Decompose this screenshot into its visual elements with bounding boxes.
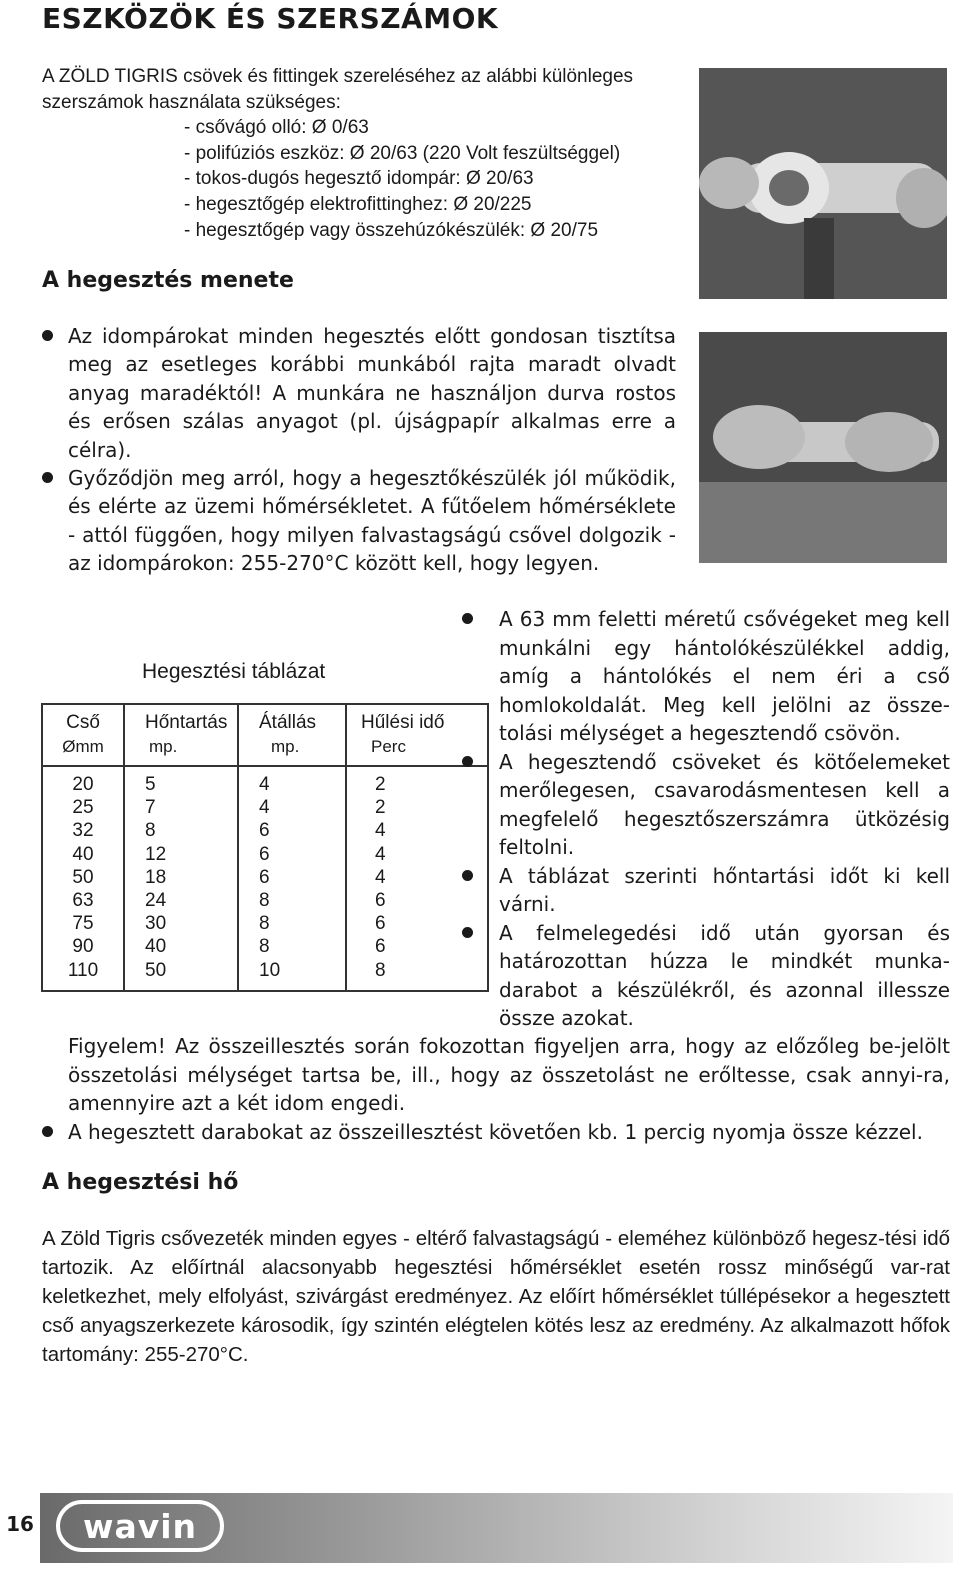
welding-heat-paragraph: A Zöld Tigris csővezeték minden egyes - eltérő falvastagságú - eleméhez különböző hegesz-tési idő tartozik. Az előírtnál alacsonyabb hegesztési hőmérséklet esetén rossz minőségű var-rat keletkezhet, mely elfolyást, szivárgást eredményez. Az előírt hőmérséklet túllépésekor a hegesztett cső anyagszerkezete károsodik, így szintén elégtelen kötés lesz az eredmény. Az alkalmazott hőfok tartomány: 255-270°C.	[42, 1227, 950, 1366]
table-cell: 32	[42, 819, 124, 842]
bullet-item: Győződjön meg arról, hogy a hegesztőkészülék jól működik, és elérte az üzemi hőmérsékletet. A fűtőelem hőmérséklete - attól függően, hogy milyen falvastagságú csővel dolgozik - az idompárokon: 255-270°C között kell, hogy legyen.	[42, 464, 676, 578]
final-bullet-list	[42, 1118, 952, 1147]
table-cell: 50	[124, 959, 238, 991]
table-row	[42, 796, 488, 819]
table-cell: 2	[346, 766, 488, 796]
table-cell: 6	[346, 889, 488, 912]
pipe-joining-photo	[699, 332, 947, 563]
table-row	[42, 843, 488, 866]
welding-table	[41, 703, 489, 992]
table-cell: 6	[238, 843, 346, 866]
attention-note: Figyelem! Az összeillesztés során fokozottan figyeljen arra, hogy az előzőleg be-jelölt összetolási mélységet tartsa be, ill., hogy az összetolást ne erőltesse, csak annyi-ra, amennyire azt a két idom engedi.	[68, 1034, 950, 1115]
table-cell: 6	[238, 819, 346, 842]
table-cell: 4	[346, 843, 488, 866]
table-cell: 75	[42, 912, 124, 935]
page-number: 16	[6, 1512, 34, 1536]
table-cell: 6	[346, 912, 488, 935]
table-cell: 25	[42, 796, 124, 819]
bullet-item: A táblázat szerinti hőntartási időt ki kell várni.	[462, 862, 950, 919]
table-cell: 63	[42, 889, 124, 912]
bullet-item: A hegesztendő csöveket és kötőelemeket merőlegesen, csavarodásmentesen kell a megfelelő hegesztőszerszámra ütközésig feltolni.	[462, 748, 950, 862]
table-row	[42, 935, 488, 958]
tool-item: - csővágó olló: Ø 0/63	[184, 117, 369, 139]
tool-item: - hegesztőgép elektrofittinghez: Ø 20/225	[184, 193, 532, 215]
header-heating: Hőntartás mp.	[124, 704, 238, 766]
table-cell: 30	[124, 912, 238, 935]
bullet-item: A hegesztett darabokat az összeillesztést követően kb. 1 percig nyomja össze kézzel.	[42, 1118, 952, 1147]
intro-block	[42, 64, 692, 243]
table-row	[42, 866, 488, 889]
table-cell: 40	[42, 843, 124, 866]
bullet-item: Az idompárokat minden hegesztés előtt gondosan tisztítsa meg az esetleges korábbi munkából rajta maradt olvadt anyag maradéktól! A munkára ne használjon durva rostos és erősen szálas anyagot (pl. újságpapír alkalmas erre a célra).	[42, 322, 676, 464]
table-cell: 50	[42, 866, 124, 889]
table-cell: 6	[238, 866, 346, 889]
table-cell: 8	[238, 889, 346, 912]
tool-item: - tokos-dugós hegesztő idompár: Ø 20/63	[184, 168, 534, 190]
table-cell: 7	[124, 796, 238, 819]
table-title: Hegesztési táblázat	[142, 660, 326, 683]
table-header-row	[42, 704, 488, 766]
tool-item: - polifúziós eszköz: Ø 20/63 (220 Volt feszültséggel)	[184, 142, 621, 164]
wavin-logo: wavin	[56, 1500, 224, 1552]
bullet-item: A 63 mm feletti méretű csővégeket meg kell munkálni egy hántolókészülékkel addig, amíg a hántolókés el nem éri a cső homlokoldalát. Meg kell jelölni az össze-tolási mélységet a hegesztendő csövön.	[462, 605, 950, 748]
table-cell: 5	[124, 766, 238, 796]
pipe-joining-illustration	[699, 332, 947, 563]
table-cell: 4	[346, 819, 488, 842]
table-cell: 8	[124, 819, 238, 842]
table-cell: 6	[346, 935, 488, 958]
bullet-item: A felmelegedési idő után gyorsan és határozottan húzza le mindkét munka-darabot a készülékről, és azonnal illessze össze azokat.	[462, 919, 950, 1033]
table-cell: 18	[124, 866, 238, 889]
table-cell: 12	[124, 843, 238, 866]
table-cell: 4	[238, 796, 346, 819]
welding-tool-photo	[699, 68, 947, 299]
table-cell: 40	[124, 935, 238, 958]
header-changeover: Átállás mp.	[238, 704, 346, 766]
table-cell: 4	[238, 766, 346, 796]
page-title: ESZKÖZÖK ÉS SZERSZÁMOK	[42, 2, 499, 35]
table-cell: 8	[238, 935, 346, 958]
section-heading-welding-process: A hegesztés menete	[42, 268, 294, 293]
table-cell: 90	[42, 935, 124, 958]
table-cell: 8	[238, 912, 346, 935]
table-cell: 4	[346, 866, 488, 889]
table-row	[42, 766, 488, 796]
table-cell: 8	[346, 959, 488, 991]
header-cooling: Hűlési idő Perc	[346, 704, 488, 766]
section-heading-welding-heat: A hegesztési hő	[42, 1170, 239, 1195]
table-cell: 10	[238, 959, 346, 991]
table-cell: 2	[346, 796, 488, 819]
table-cell: 20	[42, 766, 124, 796]
welding-tool-illustration	[699, 68, 947, 299]
table-row	[42, 959, 488, 991]
table-cell: 24	[124, 889, 238, 912]
table-row	[42, 819, 488, 842]
tool-list	[184, 115, 692, 243]
table-row	[42, 889, 488, 912]
tool-item: - hegesztőgép vagy összehúzókészülék: Ø 20/75	[184, 219, 599, 241]
header-pipe: Cső Ømm	[42, 704, 124, 766]
intro-text: A ZÖLD TIGRIS csövek és fittingek szereléséhez az alábbi különleges szerszámok használata szükséges:	[42, 66, 634, 113]
table-row	[42, 912, 488, 935]
table-cell: 110	[42, 959, 124, 991]
process-bullets-left	[42, 322, 676, 578]
process-bullets-right	[462, 605, 950, 1033]
